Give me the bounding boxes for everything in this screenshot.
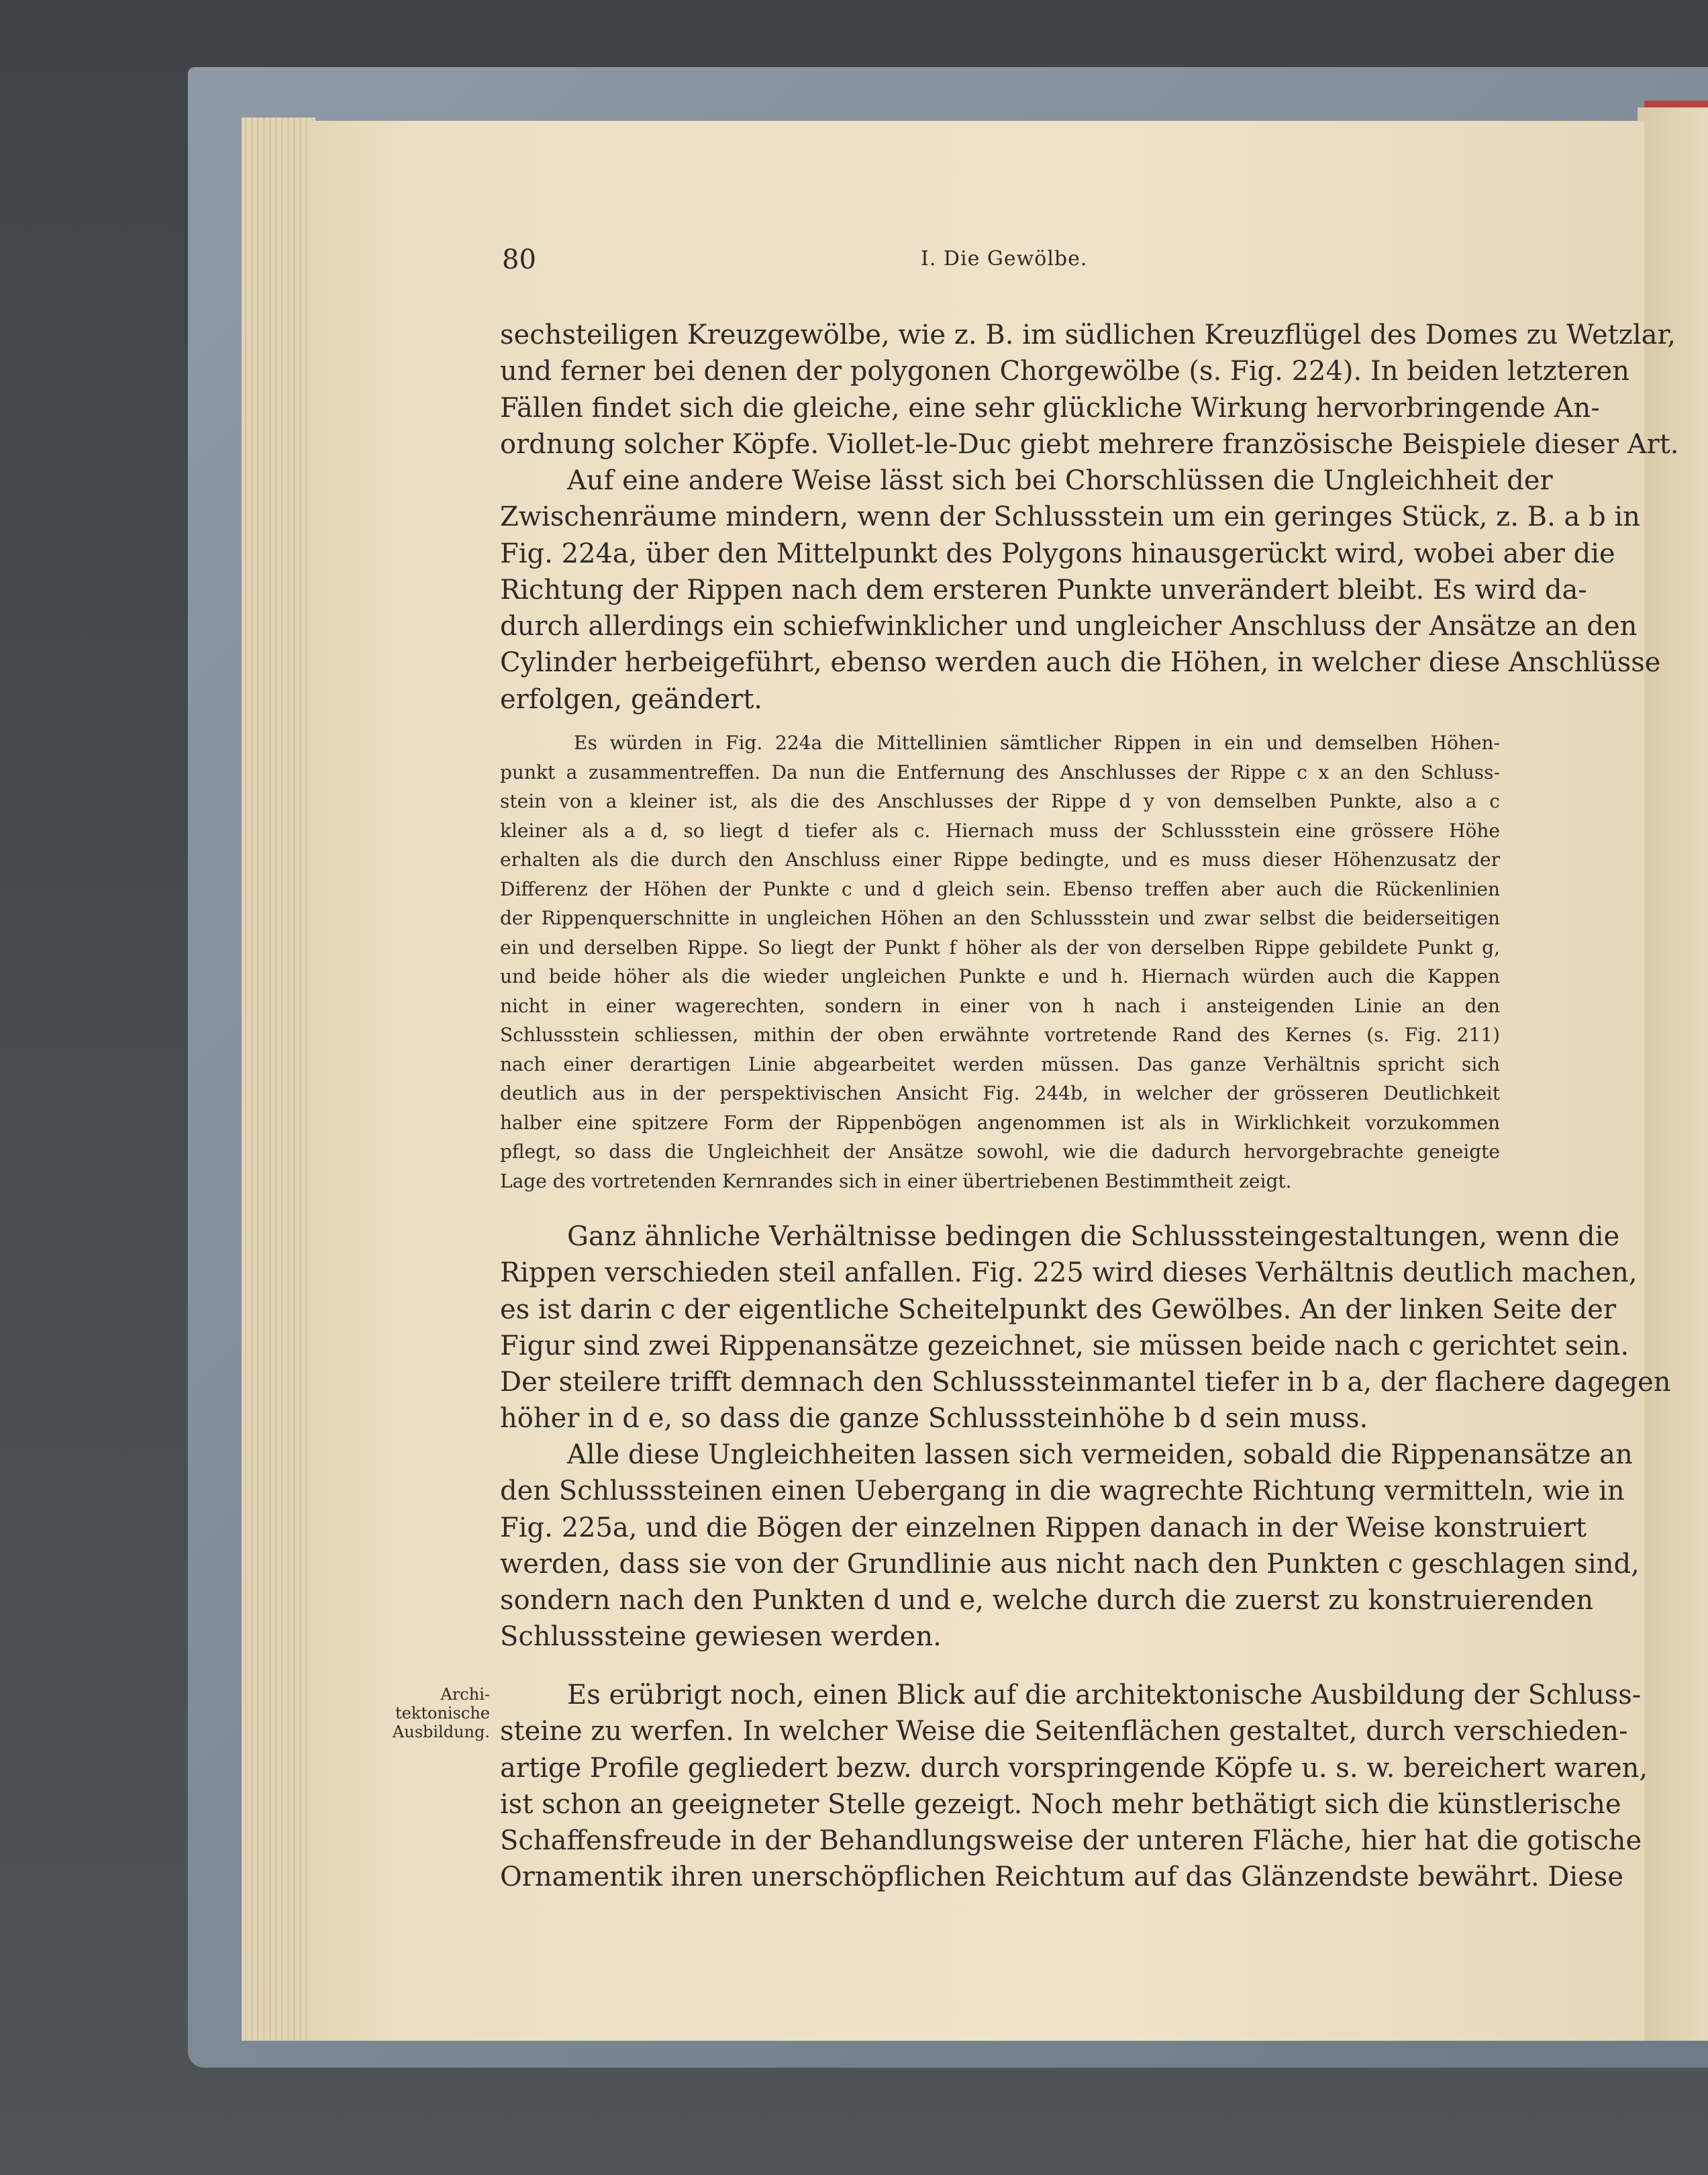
text-line: Auf eine andere Weise lässt sich bei Chorschlüssen die Ungleichheit der bbox=[567, 465, 1553, 496]
text-line: höher in d e, so dass die ganze Schlusssteinhöhe b d sein muss. bbox=[500, 1403, 1368, 1435]
text-line: erfolgen, geändert. bbox=[500, 683, 763, 715]
text-line: sondern nach den Punkten d und e, welche durch die zuerst zu konstruierenden bbox=[500, 1585, 1594, 1616]
text-line: Schlusssteine gewiesen werden. bbox=[500, 1621, 942, 1653]
text-line: Es erübrigt noch, einen Blick auf die architektonische Ausbildung der Schluss- bbox=[567, 1680, 1642, 1710]
note-line: Schlussstein schliessen, mithin der oben erwähnte vortretende Rand des Kernes (s. Fig. 211) bbox=[500, 1024, 1500, 1046]
margin-note bbox=[372, 1685, 490, 1741]
note-line: erhalten als die durch den Anschluss einer Rippe bedingte, und es muss dieser Höhenzusatz der bbox=[500, 849, 1500, 871]
page-number: 80 bbox=[502, 244, 536, 275]
note-line: punkt a zusammentreffen. Da nun die Entfernung des Anschlusses der Rippe c x an den Schluss- bbox=[500, 761, 1500, 783]
note-line: der Rippenquerschnitte in ungleichen Höhen an den Schlussstein und zwar selbst die beiderseitigen bbox=[500, 907, 1500, 929]
paragraph-3 bbox=[500, 1218, 1671, 1437]
running-head: I. Die Gewölbe. bbox=[921, 247, 1088, 271]
text-line: Fällen findet sich die gleiche, eine sehr glückliche Wirkung hervorbringende An- bbox=[500, 392, 1600, 424]
text-line: Rippen verschieden steil anfallen. Fig. 225 wird dieses Verhältnis deutlich machen, bbox=[500, 1257, 1638, 1289]
note-line: nach einer derartigen Linie abgearbeitet werden müssen. Das ganze Verhältnis spricht sich bbox=[500, 1053, 1500, 1075]
text-line: Ornamentik ihren unerschöpflichen Reichtum auf das Glänzendste bewährt. Diese bbox=[500, 1862, 1624, 1893]
text-line: ist schon an geeigneter Stelle gezeigt. Noch mehr bethätigt sich die künstlerische bbox=[500, 1788, 1621, 1820]
note-line: kleiner als a d, so liegt d tiefer als c. Hiernach muss der Schlussstein eine grössere Höhe bbox=[500, 819, 1500, 842]
paragraph-2 bbox=[500, 463, 1661, 718]
paragraph-5 bbox=[500, 1677, 1648, 1896]
text-line: und ferner bei denen der polygonen Chorgewölbe (s. Fig. 224). In beiden letzteren bbox=[500, 356, 1629, 387]
note-line: nicht in einer wagerechten, sondern in einer von h nach i ansteigenden Linie an den bbox=[500, 994, 1500, 1017]
text-line: steine zu werfen. In welcher Weise die Seitenflächen gestaltet, durch verschieden- bbox=[500, 1716, 1628, 1747]
footnote-block bbox=[500, 728, 1500, 1196]
note-line: Es würden in Fig. 224a die Mittellinien sämtlicher Rippen in ein und demselben Höhen- bbox=[574, 732, 1500, 754]
text-line: Fig. 225a, und die Bögen der einzelnen Rippen danach in der Weise konstruiert bbox=[500, 1512, 1587, 1543]
text-line: Cylinder herbeigeführt, ebenso werden auch die Höhen, in welcher diese Anschlüsse bbox=[500, 647, 1661, 679]
note-line: deutlich aus in der perspektivischen Ansicht Fig. 244b, in welcher der grösseren Deutlichkeit bbox=[500, 1082, 1500, 1104]
margin-note-line: Ausbildung. bbox=[392, 1723, 490, 1741]
margin-note-line: Archi- bbox=[440, 1685, 490, 1704]
paragraph-4 bbox=[500, 1437, 1640, 1655]
note-line: ein und derselben Rippe. So liegt der Punkt f höher als der von derselben Rippe gebildete Punkt g, bbox=[500, 936, 1500, 959]
note-line: und beide höher als die wieder ungleichen Punkte e und h. Hiernach würden auch die Kappen bbox=[500, 965, 1500, 987]
note-line: halber eine spitzere Form der Rippenbögen angenommen ist als in Wirklichkeit vorzukommen bbox=[500, 1111, 1500, 1134]
text-line: Zwischenräume mindern, wenn der Schlussstein um ein geringes Stück, z. B. a b in bbox=[500, 501, 1640, 533]
text-line: ordnung solcher Köpfe. Viollet-le-Duc giebt mehrere französische Beispiele dieser Art. bbox=[500, 428, 1679, 460]
paragraph-1 bbox=[500, 317, 1679, 463]
note-line: Differenz der Höhen der Punkte c und d gleich sein. Ebenso treffen aber auch die Rückenlinien bbox=[500, 877, 1500, 900]
note-line: stein von a kleiner ist, als die des Anschlusses der Rippe d y von demselben Punkte, also a c bbox=[500, 790, 1500, 812]
text-line: Richtung der Rippen nach dem ersteren Punkte unverändert bleibt. Es wird da- bbox=[500, 574, 1587, 606]
text-line: den Schlusssteinen einen Uebergang in die wagrechte Richtung vermitteln, wie in bbox=[500, 1476, 1625, 1507]
text-line: artige Profile gegliedert bezw. durch vorspringende Köpfe u. s. w. bereichert waren, bbox=[500, 1752, 1648, 1784]
text-line: Fig. 224a, über den Mittelpunkt des Polygons hinausgerückt wird, wobei aber die bbox=[500, 538, 1615, 569]
text-line: sechsteiligen Kreuzgewölbe, wie z. B. im südlichen Kreuzflügel des Domes zu Wetzlar, bbox=[500, 320, 1676, 350]
text-line: Der steilere trifft demnach den Schlusssteinmantel tiefer in b a, der flachere dagegen bbox=[500, 1367, 1671, 1398]
text-line: durch allerdings ein schiefwinklicher und ungleicher Anschluss der Ansätze an den bbox=[500, 611, 1638, 642]
text-line: Figur sind zwei Rippenansätze gezeichnet, sie müssen beide nach c gerichtet sein. bbox=[500, 1330, 1629, 1361]
text-line: Alle diese Ungleichheiten lassen sich vermeiden, sobald die Rippenansätze an bbox=[567, 1439, 1633, 1470]
text-line: es ist darin c der eigentliche Scheitelpunkt des Gewölbes. An der linken Seite der bbox=[500, 1294, 1616, 1325]
note-line: Lage des vortretenden Kernrandes sich in einer übertriebenen Bestimmtheit zeigt. bbox=[500, 1169, 1292, 1192]
text-line: Schaffensfreude in der Behandlungsweise der unteren Fläche, hier hat die gotische bbox=[500, 1825, 1642, 1857]
text-line: werden, dass sie von der Grundlinie aus nicht nach den Punkten c geschlagen sind, bbox=[500, 1548, 1640, 1580]
note-line: pflegt, so dass die Ungleichheit der Ansätze sowohl, wie die dadurch hervorgebrachte geneigte bbox=[500, 1141, 1500, 1163]
margin-note-line: tektonische bbox=[395, 1704, 490, 1723]
text-line: Ganz ähnliche Verhältnisse bedingen die Schlusssteingestaltungen, wenn die bbox=[567, 1221, 1620, 1252]
